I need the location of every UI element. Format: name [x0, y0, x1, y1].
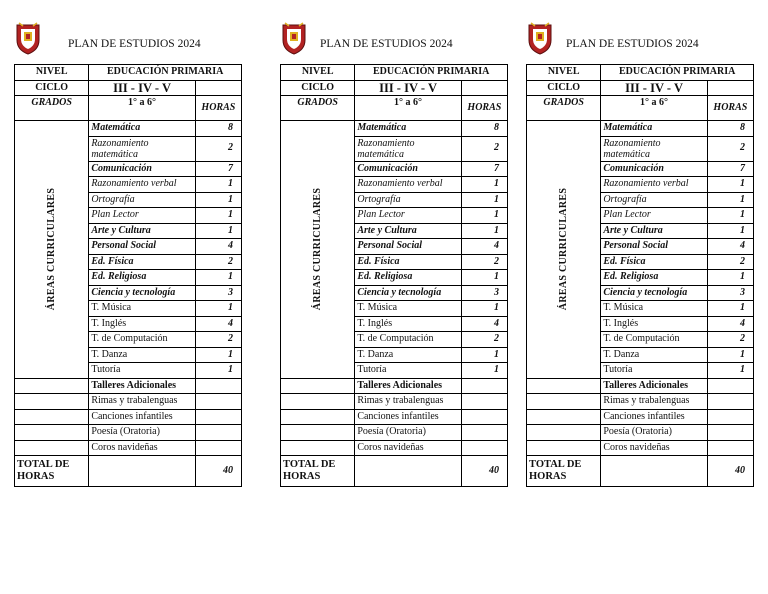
total-value: 40	[461, 456, 507, 487]
study-plan-table	[280, 64, 508, 487]
taller-row	[281, 425, 508, 441]
subject-hours: 1	[461, 363, 507, 379]
subject-name: Comunicación	[601, 161, 707, 177]
subject-name: Matemática	[601, 121, 707, 137]
subject-name: Razonamiento matemática	[355, 136, 461, 161]
subject-hours: 2	[195, 254, 241, 270]
horas-label: HORAS	[461, 96, 507, 121]
plan-title: PLAN DE ESTUDIOS 2024	[320, 38, 453, 50]
subject-hours: 7	[195, 161, 241, 177]
taller-name: Poesía (Oratoria)	[89, 425, 195, 441]
plan-title: PLAN DE ESTUDIOS 2024	[566, 38, 699, 50]
subject-hours: 7	[707, 161, 753, 177]
subject-hours: 1	[195, 223, 241, 239]
subject-row	[15, 121, 242, 137]
subject-hours: 1	[195, 347, 241, 363]
talleres-label: Talleres Adicionales	[601, 378, 707, 394]
taller-name: Canciones infantiles	[601, 409, 707, 425]
grados-label: GRADOS	[15, 96, 89, 121]
subject-name: Ortografía	[601, 192, 707, 208]
subject-hours: 4	[461, 239, 507, 255]
subject-hours: 3	[707, 285, 753, 301]
subject-row	[281, 121, 508, 137]
ciclo-value: III - IV - V	[89, 80, 195, 96]
taller-row	[15, 440, 242, 456]
ciclo-value: III - IV - V	[355, 80, 461, 96]
subject-name: T. Danza	[89, 347, 195, 363]
subject-hours: 1	[461, 208, 507, 224]
taller-name: Rimas y trabalenguas	[601, 394, 707, 410]
subject-hours: 2	[461, 136, 507, 161]
subject-name: Ortografía	[355, 192, 461, 208]
subject-hours: 2	[707, 254, 753, 270]
areas-curriculares-label: ÁREAS CURRICULARES	[45, 188, 57, 311]
plan-title: PLAN DE ESTUDIOS 2024	[68, 38, 201, 50]
subject-hours: 1	[195, 192, 241, 208]
taller-name: Rimas y trabalenguas	[89, 394, 195, 410]
nivel-label: NIVEL	[15, 65, 89, 81]
total-label: TOTAL DE HORAS	[527, 456, 601, 487]
school-crest-icon	[526, 22, 554, 56]
subject-name: Ciencia y tecnología	[89, 285, 195, 301]
taller-row	[281, 409, 508, 425]
taller-name: Coros navideñas	[355, 440, 461, 456]
subject-name: T. Inglés	[355, 316, 461, 332]
areas-curriculares-label: ÁREAS CURRICULARES	[311, 188, 323, 311]
subject-hours: 8	[707, 121, 753, 137]
subject-hours: 8	[195, 121, 241, 137]
taller-row	[281, 394, 508, 410]
subject-name: Personal Social	[355, 239, 461, 255]
taller-row	[527, 394, 754, 410]
taller-row	[15, 409, 242, 425]
taller-name: Canciones infantiles	[355, 409, 461, 425]
taller-name: Coros navideñas	[89, 440, 195, 456]
subject-name: Tutoría	[89, 363, 195, 379]
subject-hours: 1	[461, 177, 507, 193]
subject-name: T. Música	[89, 301, 195, 317]
subject-hours: 8	[461, 121, 507, 137]
subject-hours: 1	[707, 301, 753, 317]
subject-name: Arte y Cultura	[355, 223, 461, 239]
subject-name: Arte y Cultura	[601, 223, 707, 239]
areas-curriculares-cell	[527, 121, 601, 379]
subject-hours: 4	[707, 239, 753, 255]
subject-hours: 1	[195, 301, 241, 317]
grados-label: GRADOS	[527, 96, 601, 121]
taller-row	[527, 425, 754, 441]
ciclo-label: CICLO	[527, 80, 601, 96]
subject-name: Comunicación	[355, 161, 461, 177]
subject-hours: 1	[195, 177, 241, 193]
subject-hours: 1	[195, 208, 241, 224]
subject-row	[527, 121, 754, 137]
subject-hours: 2	[195, 136, 241, 161]
subject-name: T. Danza	[601, 347, 707, 363]
subject-hours: 1	[707, 363, 753, 379]
subject-name: Razonamiento matemática	[89, 136, 195, 161]
school-crest-icon	[280, 22, 308, 56]
subject-name: Comunicación	[89, 161, 195, 177]
panel-header	[14, 18, 242, 64]
subject-hours: 1	[461, 301, 507, 317]
talleres-label: Talleres Adicionales	[355, 378, 461, 394]
subject-name: T. Inglés	[89, 316, 195, 332]
subject-name: T. Danza	[355, 347, 461, 363]
horas-label: HORAS	[707, 96, 753, 121]
subject-hours: 3	[195, 285, 241, 301]
subject-hours: 2	[461, 254, 507, 270]
subject-name: Ed. Religiosa	[355, 270, 461, 286]
subject-name: Razonamiento verbal	[89, 177, 195, 193]
subject-name: Plan Lector	[355, 208, 461, 224]
taller-name: Canciones infantiles	[89, 409, 195, 425]
nivel-value: EDUCACIÓN PRIMARIA	[89, 65, 242, 81]
subject-name: Plan Lector	[601, 208, 707, 224]
subject-name: Matemática	[89, 121, 195, 137]
talleres-label: Talleres Adicionales	[89, 378, 195, 394]
panel-header	[526, 18, 754, 64]
areas-curriculares-cell	[281, 121, 355, 379]
subject-name: Ed. Religiosa	[601, 270, 707, 286]
ciclo-label: CICLO	[281, 80, 355, 96]
study-plan-table	[526, 64, 754, 487]
subject-name: Ortografía	[89, 192, 195, 208]
horas-label: HORAS	[195, 96, 241, 121]
subject-name: Razonamiento verbal	[355, 177, 461, 193]
subject-hours: 1	[707, 347, 753, 363]
subject-hours: 4	[195, 316, 241, 332]
subject-name: Personal Social	[89, 239, 195, 255]
subject-name: Ciencia y tecnología	[601, 285, 707, 301]
subject-name: Plan Lector	[89, 208, 195, 224]
subject-hours: 1	[707, 208, 753, 224]
subject-name: T. Música	[355, 301, 461, 317]
taller-row	[15, 394, 242, 410]
subject-hours: 3	[461, 285, 507, 301]
nivel-label: NIVEL	[527, 65, 601, 81]
taller-row	[15, 425, 242, 441]
taller-name: Coros navideñas	[601, 440, 707, 456]
subject-name: Ed. Física	[601, 254, 707, 270]
subject-hours: 2	[461, 332, 507, 348]
total-value: 40	[195, 456, 241, 487]
subject-name: T. Inglés	[601, 316, 707, 332]
subject-name: Ed. Física	[89, 254, 195, 270]
nivel-value: EDUCACIÓN PRIMARIA	[355, 65, 508, 81]
ciclo-value: III - IV - V	[601, 80, 707, 96]
grados-label: GRADOS	[281, 96, 355, 121]
subject-hours: 1	[461, 347, 507, 363]
subject-name: Arte y Cultura	[89, 223, 195, 239]
nivel-value: EDUCACIÓN PRIMARIA	[601, 65, 754, 81]
taller-name: Rimas y trabalenguas	[355, 394, 461, 410]
subject-hours: 1	[707, 223, 753, 239]
subject-name: Ciencia y tecnología	[355, 285, 461, 301]
subject-hours: 2	[195, 332, 241, 348]
plan-panel-1	[14, 18, 242, 487]
subject-name: Ed. Religiosa	[89, 270, 195, 286]
subject-name: Razonamiento matemática	[601, 136, 707, 161]
subject-name: Matemática	[355, 121, 461, 137]
nivel-label: NIVEL	[281, 65, 355, 81]
study-plan-table	[14, 64, 242, 487]
grados-value: 1° a 6°	[355, 96, 461, 121]
subject-name: Tutoría	[355, 363, 461, 379]
total-label: TOTAL DE HORAS	[15, 456, 89, 487]
subject-name: Ed. Física	[355, 254, 461, 270]
subject-hours: 7	[461, 161, 507, 177]
subject-hours: 1	[707, 270, 753, 286]
subject-name: T. Música	[601, 301, 707, 317]
subject-hours: 2	[707, 136, 753, 161]
subject-hours: 1	[707, 192, 753, 208]
subject-name: T. de Computación	[601, 332, 707, 348]
subject-hours: 2	[707, 332, 753, 348]
total-label: TOTAL DE HORAS	[281, 456, 355, 487]
taller-name: Poesía (Oratoria)	[601, 425, 707, 441]
subject-hours: 4	[195, 239, 241, 255]
subject-hours: 1	[461, 192, 507, 208]
total-value: 40	[707, 456, 753, 487]
taller-name: Poesía (Oratoria)	[355, 425, 461, 441]
grados-value: 1° a 6°	[89, 96, 195, 121]
taller-row	[527, 440, 754, 456]
grados-value: 1° a 6°	[601, 96, 707, 121]
subject-hours: 1	[195, 363, 241, 379]
subject-name: Tutoría	[601, 363, 707, 379]
plan-panel-2	[280, 18, 508, 487]
subject-hours: 1	[195, 270, 241, 286]
panel-header	[280, 18, 508, 64]
subject-hours: 1	[461, 270, 507, 286]
subject-name: Razonamiento verbal	[601, 177, 707, 193]
school-crest-icon	[14, 22, 42, 56]
subject-hours: 4	[707, 316, 753, 332]
taller-row	[281, 440, 508, 456]
areas-curriculares-cell	[15, 121, 89, 379]
taller-row	[527, 409, 754, 425]
subject-hours: 1	[707, 177, 753, 193]
subject-name: T. de Computación	[355, 332, 461, 348]
subject-name: Personal Social	[601, 239, 707, 255]
areas-curriculares-label: ÁREAS CURRICULARES	[557, 188, 569, 311]
subject-name: T. de Computación	[89, 332, 195, 348]
subject-hours: 4	[461, 316, 507, 332]
subject-hours: 1	[461, 223, 507, 239]
plan-panel-3	[526, 18, 754, 487]
ciclo-label: CICLO	[15, 80, 89, 96]
